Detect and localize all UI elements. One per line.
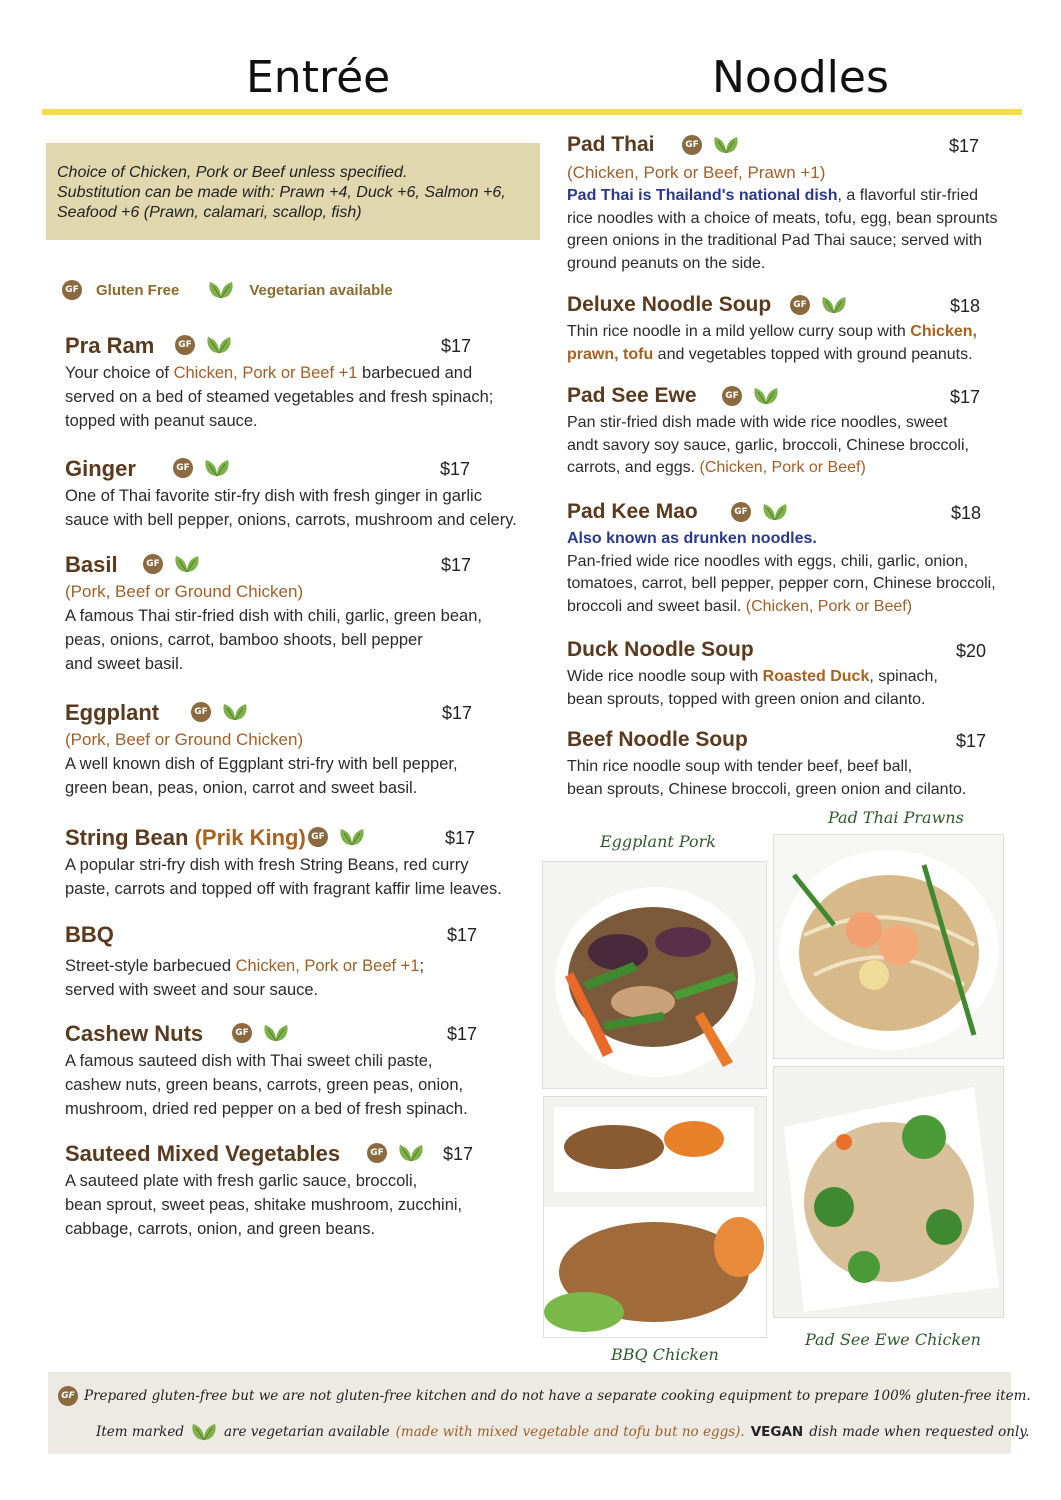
gluten-free-disclaimer: Prepared gluten-free but we are not gluten-free kitchen and do not have a separate cooking equipment to prepare 100% gluten-free item. (84, 1388, 1031, 1404)
menu-item-bbq (65, 922, 525, 1002)
item-desc: tomatoes, carrot, bell pepper, pepper corn, Chinese broccoli, (567, 575, 996, 592)
item-desc: green onions in the traditional Pad Thai sauce; served with (567, 232, 983, 249)
item-desc: cabbage, carrots, onion, and green beans. (65, 1220, 376, 1238)
item-desc: mushroom, dried red pepper on a bed of fresh spinach. (65, 1100, 468, 1118)
menu-item-deluxe-noodle-soup (567, 293, 1027, 366)
item-choice: Roasted Duck (762, 668, 870, 685)
item-price: $17 (441, 555, 472, 575)
gluten-free-label: Gluten Free (96, 281, 180, 299)
leaf-icon (820, 295, 848, 315)
noodles-title: Noodles (712, 52, 889, 103)
leaf-icon (221, 702, 249, 722)
item-desc: green bean, peas, onion, carrot and sweet basil. (65, 779, 418, 797)
item-name: Eggplant (65, 700, 160, 725)
leaf-icon (761, 502, 789, 522)
menu-item-duck-noodle-soup (567, 638, 1027, 711)
notice-line: Choice of Chicken, Pork or Beef unless specified. (57, 164, 408, 181)
menu-item-eggplant (65, 700, 525, 800)
title-divider (42, 109, 1022, 115)
menu-item-beef-noodle-soup (567, 728, 1027, 801)
notice-line: Seafood +6 (Prawn, calamari, scallop, fish) (57, 204, 362, 221)
item-price: $17 (445, 828, 476, 848)
item-price: $17 (442, 703, 473, 723)
item-price: $18 (951, 503, 982, 523)
item-name: Deluxe Noodle Soup (567, 293, 772, 316)
item-name: BBQ (65, 922, 114, 947)
notice-line: Substitution can be made with: Prawn +4, Duck +6, Salmon +6, (57, 184, 506, 201)
gf-icon: GF (58, 1386, 78, 1406)
menu-item-ginger (65, 456, 525, 532)
leaf-icon (338, 827, 366, 847)
item-desc: sauce with bell pepper, onions, carrots, mushroom and celery. (65, 511, 517, 529)
item-desc: cashew nuts, green beans, carrots, green peas, onion, (65, 1076, 464, 1094)
gf-icon: GF (731, 502, 751, 522)
item-name-main: String Bean (65, 825, 189, 850)
item-desc: and vegetables topped with ground peanuts. (653, 345, 973, 363)
item-desc: bean sprouts, topped with green onion and cilanto. (567, 690, 926, 708)
item-desc: Your choice of (65, 364, 174, 382)
item-choice: (Chicken, Pork or Beef) (745, 597, 913, 615)
item-desc: served with sweet and sour sauce. (65, 981, 319, 999)
gf-icon: GF (232, 1023, 252, 1043)
item-price: $18 (950, 296, 981, 316)
leaf-icon (190, 1422, 218, 1442)
item-desc: Wide rice noodle soup with (567, 668, 763, 685)
photo-caption: Pad See Ewe Chicken (805, 1330, 981, 1349)
menu-item-pad-thai (567, 133, 1027, 275)
gf-icon: GF (143, 554, 163, 574)
item-price: $17 (447, 1024, 478, 1044)
vegetarian-note-start: Item marked (96, 1424, 184, 1440)
photo-caption: Pad Thai Prawns (828, 808, 964, 827)
gf-icon: GF (367, 1143, 387, 1163)
item-price: $17 (956, 731, 987, 751)
leaf-icon (752, 386, 780, 406)
menu-item-pad-kee-mao (567, 500, 1027, 618)
item-desc: A well known dish of Eggplant stri-fry with bell pepper, (65, 755, 458, 773)
menu-item-basil (65, 552, 525, 676)
item-name: Sauteed Mixed Vegetables (65, 1141, 341, 1166)
entree-title: Entrée (246, 52, 391, 103)
eggplant-pork-photo (542, 861, 767, 1089)
item-price: $17 (447, 925, 478, 945)
item-highlight: Also known as drunken noodles. (567, 530, 817, 547)
gf-icon: GF (175, 335, 195, 355)
item-choice: prawn, tofu (567, 345, 654, 363)
item-desc: Thin rice noodle soup with tender beef, beef ball, (567, 758, 913, 775)
bbq-chicken-photo (543, 1096, 767, 1338)
item-name: Ginger (65, 456, 136, 481)
item-options: (Chicken, Pork or Beef, Prawn +1) (567, 163, 826, 182)
item-price: $17 (949, 136, 980, 156)
leaf-icon (397, 1143, 425, 1163)
vegetarian-label: Vegetarian available (249, 281, 393, 299)
leaf-icon (173, 554, 201, 574)
menu-item-mixed-vegetables (65, 1141, 525, 1241)
item-name: Pra Ram (65, 333, 155, 358)
item-options: (Pork, Beef or Ground Chicken) (65, 582, 304, 601)
menu-item-pad-see-ewe (567, 384, 1027, 480)
item-desc: bean sprouts, Chinese broccoli, green onion and cilanto. (567, 780, 967, 798)
item-name-extra: (Prik King) (194, 825, 306, 850)
item-highlight: Pad Thai is Thailand's national dish (567, 187, 838, 204)
leaf-icon (262, 1023, 290, 1043)
item-name: Pad See Ewe (567, 384, 697, 407)
item-desc: andt savory soy sauce, garlic, broccoli, Chinese broccoli, (567, 436, 969, 454)
gf-icon: GF (722, 386, 742, 406)
footer-disclaimer (48, 1372, 1031, 1454)
leaf-icon (203, 458, 231, 478)
item-price: $20 (956, 641, 987, 661)
item-choice: (Chicken, Pork or Beef) (699, 459, 866, 476)
item-desc: A sauteed plate with fresh garlic sauce, broccoli, (65, 1172, 418, 1190)
item-name: Cashew Nuts (65, 1021, 204, 1046)
gf-icon: GF (682, 135, 702, 155)
item-desc: , spinach, (869, 668, 938, 685)
item-choice: Chicken, Pork or Beef +1 (235, 957, 420, 975)
item-name: Pad Kee Mao (567, 500, 698, 523)
photo-caption: BBQ Chicken (611, 1345, 719, 1364)
item-desc: rice noodles with a choice of meats, tofu, egg, bean sprounts (567, 209, 998, 227)
pad-see-ewe-chicken-photo (773, 1066, 1004, 1318)
gf-icon: GF (790, 295, 810, 315)
menu-item-cashew-nuts (65, 1021, 525, 1121)
item-desc: Thin rice noodle in a mild yellow curry soup with (567, 323, 911, 340)
menu-item-pra-ram (65, 333, 525, 433)
item-desc: broccoli and sweet basil. (567, 597, 746, 615)
item-desc: Pan stir-fried dish made with wide rice noodles, sweet (567, 414, 948, 431)
vegan-note: dish made when requested only. (809, 1424, 1030, 1440)
item-desc: carrots, and eggs. (567, 459, 700, 476)
item-desc: ; (419, 957, 425, 975)
item-desc: Pan-fried wide rice noodles with eggs, chili, garlic, onion, (567, 552, 969, 570)
vegetarian-note-detail: (made with mixed vegetable and tofu but no eggs). (395, 1424, 745, 1440)
item-price: $17 (440, 459, 471, 479)
item-desc: bean sprout, sweet peas, shitake mushroom, zucchini, (65, 1196, 463, 1214)
item-name: Duck Noodle Soup (567, 638, 754, 661)
item-choice: Chicken, Pork or Beef +1 (173, 364, 358, 382)
vegan-label: VEGAN (750, 1424, 804, 1440)
item-desc: One of Thai favorite stir-fry dish with fresh ginger in garlic (65, 487, 482, 505)
gf-icon: GF (308, 827, 328, 847)
pad-thai-prawns-photo (773, 834, 1004, 1059)
item-desc: topped with peanut sauce. (65, 412, 258, 430)
item-name: Basil (65, 552, 118, 577)
item-price: $17 (441, 336, 472, 356)
item-desc: barbecued and (357, 364, 473, 382)
item-price: $17 (950, 387, 981, 407)
item-choice: Chicken, (910, 323, 977, 340)
item-name (65, 825, 306, 851)
item-options: (Pork, Beef or Ground Chicken) (65, 730, 304, 749)
item-desc: Street-style barbecued (65, 957, 236, 975)
item-desc: , a flavorful stir-fried (837, 187, 978, 204)
dietary-legend (62, 279, 393, 301)
item-desc: peas, onions, carrot, bamboo shoots, bell pepper (65, 631, 423, 649)
substitution-notice (46, 143, 540, 240)
menu-item-string-bean (65, 825, 525, 901)
photo-caption: Eggplant Pork (600, 832, 716, 851)
gf-icon: GF (173, 458, 193, 478)
item-desc: A famous Thai stir-fried dish with chili, garlic, green bean, (65, 607, 482, 625)
leaf-icon (205, 335, 233, 355)
gf-icon: GF (62, 280, 82, 300)
item-desc: A famous sauteed dish with Thai sweet chili paste, (65, 1052, 433, 1070)
vegetarian-note-mid: are vegetarian available (223, 1424, 390, 1440)
gf-icon: GF (191, 702, 211, 722)
item-price: $17 (443, 1144, 474, 1164)
item-desc: and sweet basil. (65, 655, 184, 673)
item-desc: A popular stri-fry dish with fresh String Beans, red curry (65, 856, 469, 874)
item-desc: paste, carrots and topped off with fragrant kaffir lime leaves. (65, 880, 502, 898)
item-desc: ground peanuts on the side. (567, 254, 766, 272)
leaf-icon (712, 135, 740, 155)
leaf-icon (207, 280, 235, 300)
item-name: Pad Thai (567, 133, 655, 156)
item-name: Beef Noodle Soup (567, 728, 748, 751)
item-desc: served on a bed of steamed vegetables and fresh spinach; (65, 388, 494, 406)
